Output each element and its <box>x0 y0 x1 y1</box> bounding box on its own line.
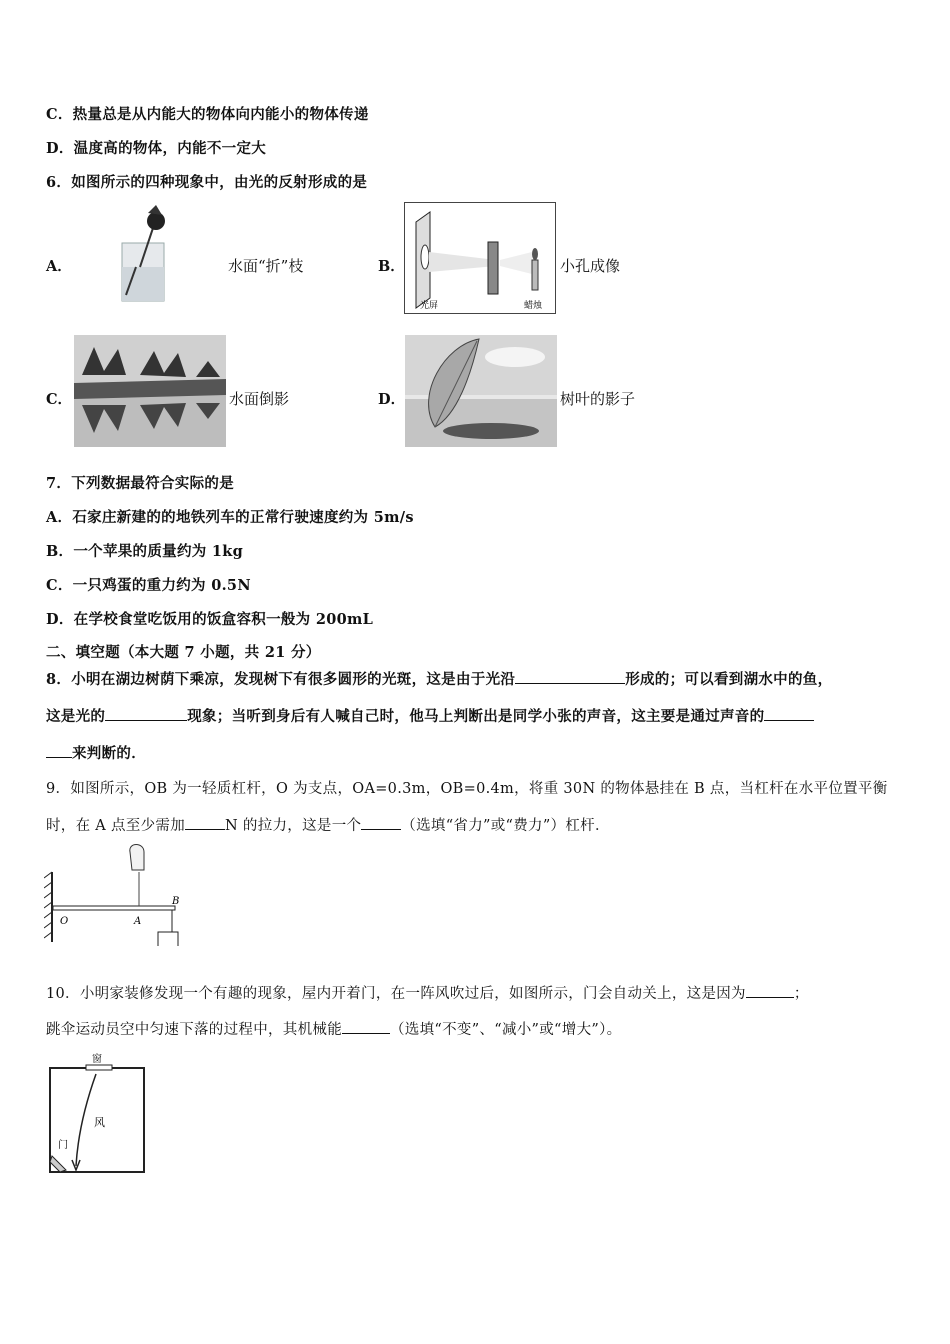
q6-option-a-letter: A． <box>46 258 72 275</box>
q9-text-2: N 的拉力，这是一个 <box>225 818 362 834</box>
q7-option-b: B．一个苹果的质量约为 1kg <box>46 543 244 560</box>
q7-option-d: D．在学校食堂吃饭用的饭盒容积一般为 200mL <box>46 611 374 628</box>
q8-text-1: 8．小明在湖边树荫下乘凉，发现树下有很多圆形的光斑，这是由于光沿 <box>46 671 516 688</box>
q8-blank-3b[interactable] <box>46 743 72 758</box>
q6-option-b-caption: 小孔成像 <box>560 257 621 275</box>
q5-option-d: D．温度高的物体，内能不一定大 <box>46 140 267 157</box>
q6-figure-d-leaf-shadow <box>405 335 557 447</box>
q6-figure-b-candle-label: 蜡烛 <box>524 301 543 311</box>
q9-blank-2[interactable] <box>361 815 401 830</box>
q8-text-5: 来判断的． <box>72 745 146 762</box>
q9-text-1: 时，在 A 点至少需加 <box>46 818 185 834</box>
q6-option-a-caption: 水面“折”枝 <box>228 257 304 275</box>
q6-figure-a-branch-in-water <box>112 205 182 305</box>
q10-text-1: 10．小明家装修发现一个有趣的现象，屋内开着门，在一阵风吹过后，如图所示，门会自动关上，这是因为 <box>46 986 746 1002</box>
q10-text-1-end: ； <box>793 986 809 1002</box>
q8-text-4: 现象；当听到身后有人喊自己时，他马上判断出是同学小张的声音，这主要是通过声音的 <box>187 708 765 725</box>
q8-line-2 <box>46 705 814 726</box>
q9-line-2 <box>46 814 610 835</box>
q8-text-2: 形成的；可以看到湖水中的鱼， <box>625 671 833 688</box>
q10-blank-1[interactable] <box>746 983 794 998</box>
q7-option-a: A．石家庄新建的的地铁列车的正常行驶速度约为 5m/s <box>46 509 414 526</box>
q8-blank-2[interactable] <box>105 706 187 721</box>
q10-figure-room <box>46 1052 156 1176</box>
q6-option-c-caption: 水面倒影 <box>229 390 290 408</box>
q10-window-label: 窗 <box>92 1054 102 1065</box>
section-2-heading: 二、填空题（本大题 7 小题，共 21 分） <box>46 644 321 661</box>
q6-option-c-letter: C． <box>46 391 73 408</box>
q10-wind-label: 风 <box>94 1116 105 1129</box>
q6-option-d-letter: D． <box>378 391 406 408</box>
q10-text-3: （选填“不变”、“减小”或“增大”）。 <box>390 1022 622 1038</box>
q6-figure-b-screen-label: 光屏 <box>420 301 439 311</box>
q6-option-d-caption: 树叶的影子 <box>560 390 636 408</box>
q9-text-3: （选填“省力”或“费力”）杠杆． <box>401 818 610 834</box>
q9-line-1: 9．如图所示，OB 为一轻质杠杆，O 为支点，OA=0.3m，OB=0.4m，将重 30N 的物体悬挂在 B 点，当杠杆在水平位置平衡 <box>46 781 888 797</box>
q8-blank-3a[interactable] <box>764 706 814 721</box>
q7-stem: 7．下列数据最符合实际的是 <box>46 475 234 492</box>
q6-figure-c-water-reflection <box>74 335 226 447</box>
q8-line-3 <box>46 742 146 763</box>
q10-blank-2[interactable] <box>342 1019 390 1034</box>
q9-blank-1[interactable] <box>185 815 225 830</box>
q8-line-1 <box>46 668 832 689</box>
q9-label-b: B <box>172 896 180 907</box>
q10-door-label: 门 <box>58 1140 68 1151</box>
q5-option-c: C．热量总是从内能大的物体向内能小的物体传递 <box>46 106 369 123</box>
q9-label-a: A <box>134 916 142 927</box>
q10-line-1 <box>46 982 809 1003</box>
q6-stem: 6．如图所示的四种现象中，由光的反射形成的是 <box>46 174 368 191</box>
q8-text-3: 这是光的 <box>46 708 106 725</box>
q7-option-c: C．一只鸡蛋的重力约为 0.5N <box>46 577 251 594</box>
q9-label-o: O <box>60 916 69 927</box>
q6-option-b-letter: B． <box>378 258 405 275</box>
q10-line-2 <box>46 1018 621 1039</box>
q10-text-2: 跳伞运动员空中匀速下落的过程中，其机械能 <box>46 1022 342 1038</box>
q6-figure-b-pinhole-camera <box>404 202 556 314</box>
q9-figure-lever <box>44 842 194 946</box>
q8-blank-1[interactable] <box>515 669 625 684</box>
